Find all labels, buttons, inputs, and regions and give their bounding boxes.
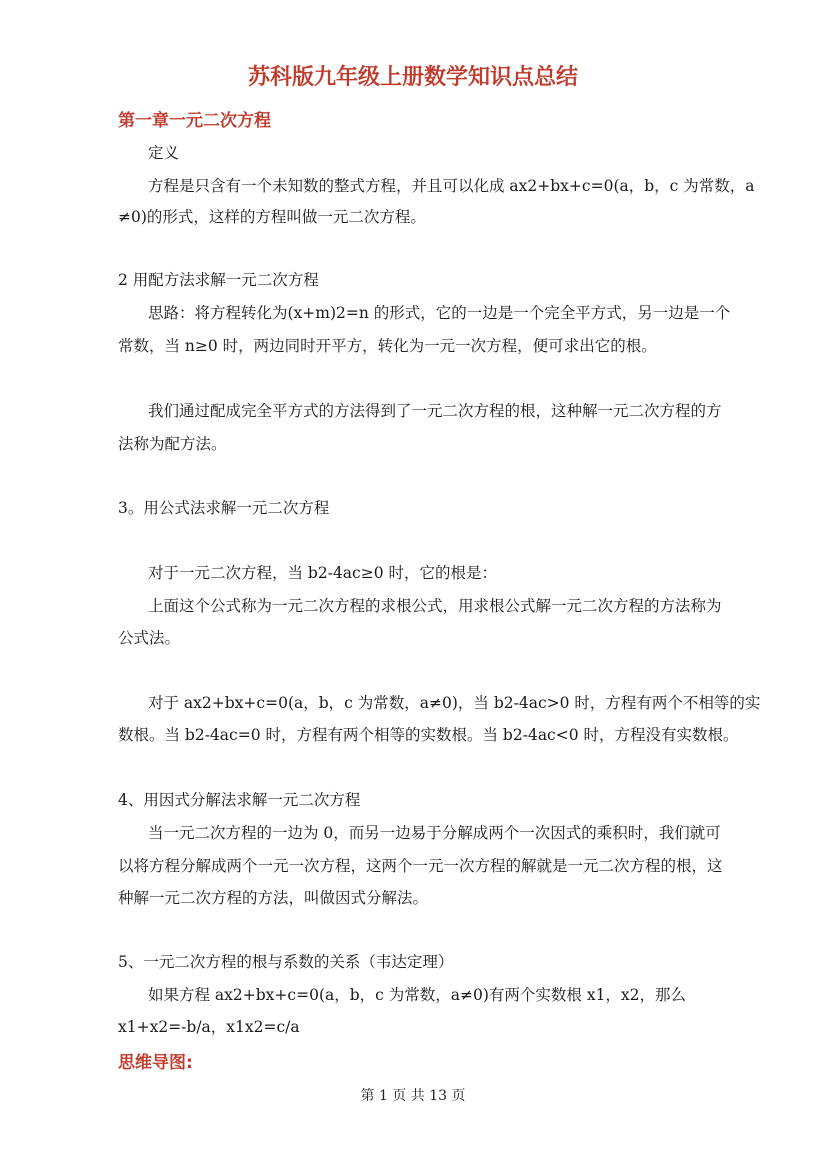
paragraph-line: x1+x2=-b/a，x1x2=c/a bbox=[118, 1018, 300, 1036]
paragraph-line: 常数，当 n≥0 时，两边同时开平方，转化为一元一次方程，便可求出它的根。 bbox=[118, 337, 657, 355]
paragraph-line: 当一元二次方程的一边为 0，而另一边易于分解成两个一次因式的乘积时，我们就可 bbox=[148, 824, 721, 842]
paragraph-line: 方程是只含有一个未知数的整式方程，并且可以化成 ax2+bx+c=0(a，b，c 为常数，a bbox=[148, 177, 755, 195]
paragraph-line: 思路：将方程转化为(x+m)2=n 的形式，它的一边是一个完全平方式，另一边是一个 bbox=[148, 304, 731, 322]
paragraph-line: 以将方程分解成两个一元一次方程，这两个一元一次方程的解就是一元二次方程的根，这 bbox=[118, 857, 723, 875]
paragraph-line: 法称为配方法。 bbox=[118, 435, 227, 453]
page-title: 苏科版九年级上册数学知识点总结 bbox=[247, 65, 578, 90]
paragraph-line: 种解一元二次方程的方法，叫做因式分解法。 bbox=[118, 889, 429, 907]
mindmap-label: 思维导图: bbox=[118, 1053, 193, 1073]
page-footer: 第 1 页 共 13 页 bbox=[360, 1088, 466, 1104]
paragraph-line: 数根。当 b2-4ac=0 时，方程有两个相等的实数根。当 b2-4ac<0 时，方程没有实数根。 bbox=[118, 726, 739, 744]
paragraph-line: 我们通过配成完全平方式的方法得到了一元二次方程的根，这种解一元二次方程的方 bbox=[148, 402, 722, 420]
paragraph-line: 公式法。 bbox=[118, 629, 181, 647]
section-heading: 3。用公式法求解一元二次方程 bbox=[118, 499, 330, 517]
definition-label: 定义 bbox=[148, 144, 180, 162]
section-heading: 2 用配方法求解一元二次方程 bbox=[118, 271, 319, 289]
paragraph-line: 如果方程 ax2+bx+c=0(a，b，c 为常数，a≠0)有两个实数根 x1，x2，那么 bbox=[148, 986, 687, 1004]
paragraph-line: ≠0)的形式，这样的方程叫做一元二次方程。 bbox=[118, 208, 426, 226]
chapter-heading: 第一章一元二次方程 bbox=[118, 111, 271, 131]
paragraph-line: 上面这个公式称为一元二次方程的求根公式，用求根公式解一元二次方程的方法称为 bbox=[148, 597, 722, 615]
paragraph-line: 对于 ax2+bx+c=0(a，b，c 为常数，a≠0)，当 b2-4ac>0 时，方程有两个不相等的实 bbox=[148, 694, 761, 712]
paragraph-line: 对于一元二次方程，当 b2-4ac≥0 时，它的根是： bbox=[148, 564, 498, 582]
section-heading: 4、用因式分解法求解一元二次方程 bbox=[118, 791, 361, 809]
section-heading: 5、一元二次方程的根与系数的关系（韦达定理） bbox=[118, 953, 454, 971]
